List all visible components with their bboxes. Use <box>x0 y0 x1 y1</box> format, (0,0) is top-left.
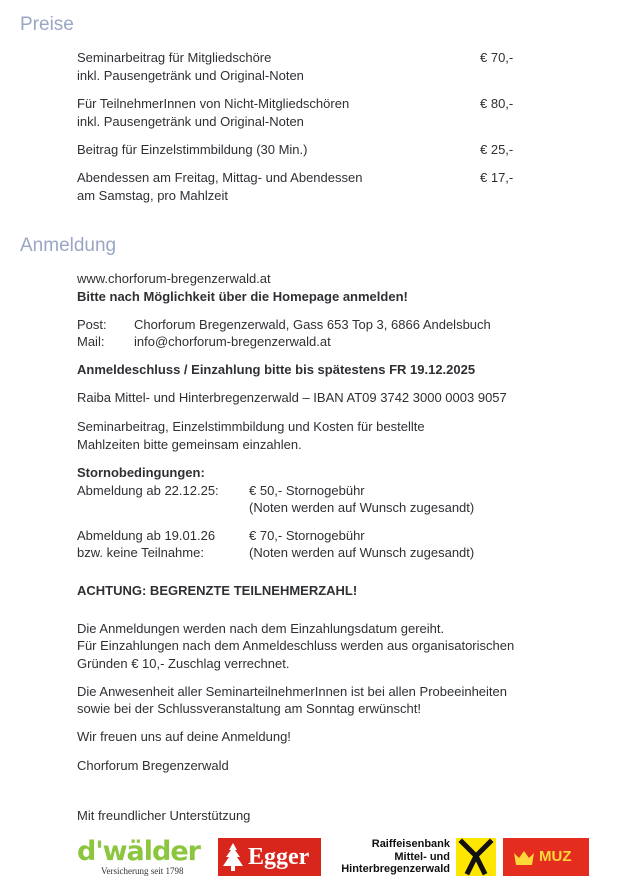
order-line1: Die Anmeldungen werden nach dem Einzahlungsdatum gereiht. <box>77 621 445 636</box>
mail-address[interactable]: info@chorforum-bregenzerwald.at <box>134 334 331 349</box>
egger-logo <box>218 838 321 876</box>
signature: Chorforum Bregenzerwald <box>77 758 229 773</box>
mail-label: Mail: <box>77 334 105 349</box>
storno2-label-line1: Abmeldung ab 19.01.26 <box>77 528 216 543</box>
homepage-note: Bitte nach Möglichkeit über die Homepage anmelden! <box>77 289 408 304</box>
raiffeisen-line3: Hinterbregenzerwald <box>341 863 450 875</box>
website-link[interactable]: www.chorforum-bregenzerwald.at <box>77 271 271 286</box>
price-item-4-value: € 17,- <box>480 170 514 185</box>
raiffeisen-line2: Mittel- und <box>394 850 450 863</box>
achtung-warning: ACHTUNG: BEGRENZTE TEILNEHMERZAHL! <box>77 583 358 598</box>
storno1-note: (Noten werden auf Wunsch zugesandt) <box>249 500 475 515</box>
price-item-2-value: € 80,- <box>480 96 514 111</box>
closing-text: Wir freuen uns auf deine Anmeldung! <box>77 729 291 744</box>
price-item-3-value: € 25,- <box>480 142 514 157</box>
order-line2: Für Einzahlungen nach dem Anmeldeschluss werden aus organisatorischen <box>77 638 515 653</box>
price-item-1-line1: Seminarbeitrag für Mitgliedschöre <box>77 50 272 65</box>
post-address: Chorforum Bregenzerwald, Gass 653 Top 3, 6866 Andelsbuch <box>134 317 491 332</box>
storno-heading: Stornobedingungen: <box>77 465 205 480</box>
payment-note-line1: Seminarbeitrag, Einzelstimmbildung und Kosten für bestellte <box>77 419 425 434</box>
dwaelder-name: d'wälder <box>77 836 200 867</box>
bank-details: Raiba Mittel- und Hinterbregenzerwald – IBAN AT09 3742 3000 0003 9057 <box>77 390 507 405</box>
price-item-2-line1: Für TeilnehmerInnen von Nicht-Mitgliedschören <box>77 96 350 111</box>
order-line3: Gründen € 10,- Zuschlag verrechnet. <box>77 656 290 671</box>
muz-name: MUZ <box>539 848 572 865</box>
price-item-2-line2: inkl. Pausengetränk und Original-Noten <box>77 114 304 129</box>
storno2-label-line2: bzw. keine Teilnahme: <box>77 545 204 560</box>
egger-name: Egger <box>248 844 310 870</box>
storno2-fee: € 70,- Stornogebühr <box>249 528 365 543</box>
presence-line2: sowie bei der Schlussveranstaltung am Sonntag erwünscht! <box>77 701 421 716</box>
preise-heading: Preise <box>20 14 74 35</box>
tree-icon <box>221 842 245 872</box>
crown-icon <box>513 850 535 866</box>
support-label: Mit freundlicher Unterstützung <box>77 808 251 823</box>
storno1-fee: € 50,- Stornogebühr <box>249 483 365 498</box>
price-item-1-line2: inkl. Pausengetränk und Original-Noten <box>77 68 304 83</box>
presence-line1: Die Anwesenheit aller SeminarteilnehmerInnen ist bei allen Probeeinheiten <box>77 684 507 699</box>
raiffeisen-line1: Raiffeisenbank <box>371 838 450 850</box>
price-item-3-line1: Beitrag für Einzelstimmbildung (30 Min.) <box>77 142 308 157</box>
price-item-4-line2: am Samstag, pro Mahlzeit <box>77 188 229 203</box>
anmeldung-heading: Anmeldung <box>20 235 117 256</box>
storno2-note: (Noten werden auf Wunsch zugesandt) <box>249 545 475 560</box>
dwaelder-logo <box>77 838 209 880</box>
raiffeisen-logo <box>328 838 496 878</box>
raiffeisen-gable-icon <box>456 838 496 876</box>
dwaelder-sub: Versicherung seit 1798 <box>101 866 184 876</box>
payment-note-line2: Mahlzeiten bitte gemeinsam einzahlen. <box>77 437 302 452</box>
price-item-1-value: € 70,- <box>480 50 514 65</box>
deadline-text: Anmeldeschluss / Einzahlung bitte bis spätestens FR 19.12.2025 <box>77 362 476 377</box>
post-label: Post: <box>77 317 107 332</box>
muz-logo <box>503 838 589 876</box>
price-item-4-line1: Abendessen am Freitag, Mittag- und Abendessen <box>77 170 363 185</box>
storno1-label: Abmeldung ab 22.12.25: <box>77 483 219 498</box>
